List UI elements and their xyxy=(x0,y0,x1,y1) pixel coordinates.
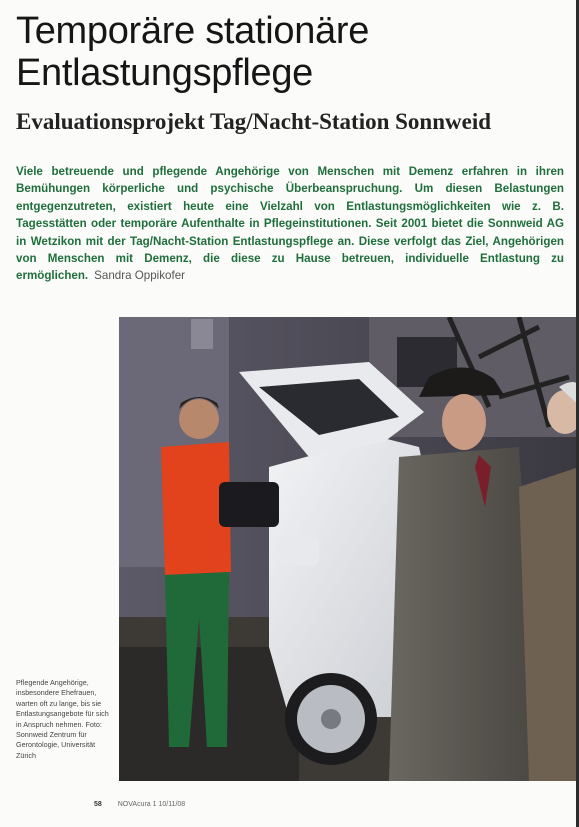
article-title xyxy=(16,10,369,94)
page-number: 58 xyxy=(94,801,102,808)
article-subtitle: Evaluationsprojekt Tag/Nacht-Station Sonnweid xyxy=(16,109,492,134)
author-name: Sandra Oppikofer xyxy=(94,269,186,283)
lead-text: Viele betreuende und pflegende Angehörige von Menschen mit Demenz erfahren in ihren Bemühungen körperliche und psychische Überbeanspruchung. Um diesen Belastungen entgegenzutreten, existiert heute eine Vielzahl von Entlastungsmöglichkeiten wie z. B. Tagesstätten oder temporäre Aufenthalte in Pflegeinstitutionen. Seit 2001 bietet die Sonnweid AG in Wetzikon mit der Tag/Nacht-Station Entlastungspflege an. Diese verfolgt das Ziel, Angehörigen von Menschen mit Demenz, die diese zu Hause betreuen, individuelle Entlastung zu ermöglichen. xyxy=(16,165,564,283)
photo-caption: Pflegende Angehörige, insbesondere Ehefrauen, warten oft zu lange, bis sie Entlastungsangebote für sich in Anspruch nehmen. Foto: Sonnweid Zentrum für Gerontologie, Universität Zürich xyxy=(16,678,109,760)
title-line-2: Entlastungspflege xyxy=(16,52,314,94)
article-photo xyxy=(119,317,579,781)
journal-name: NOVAcura 1 10/11/08 xyxy=(117,801,186,808)
page-footer xyxy=(94,801,185,808)
photo-image xyxy=(119,317,579,781)
title-line-1: Temporäre stationäre xyxy=(16,10,370,52)
lead-paragraph xyxy=(16,163,564,285)
